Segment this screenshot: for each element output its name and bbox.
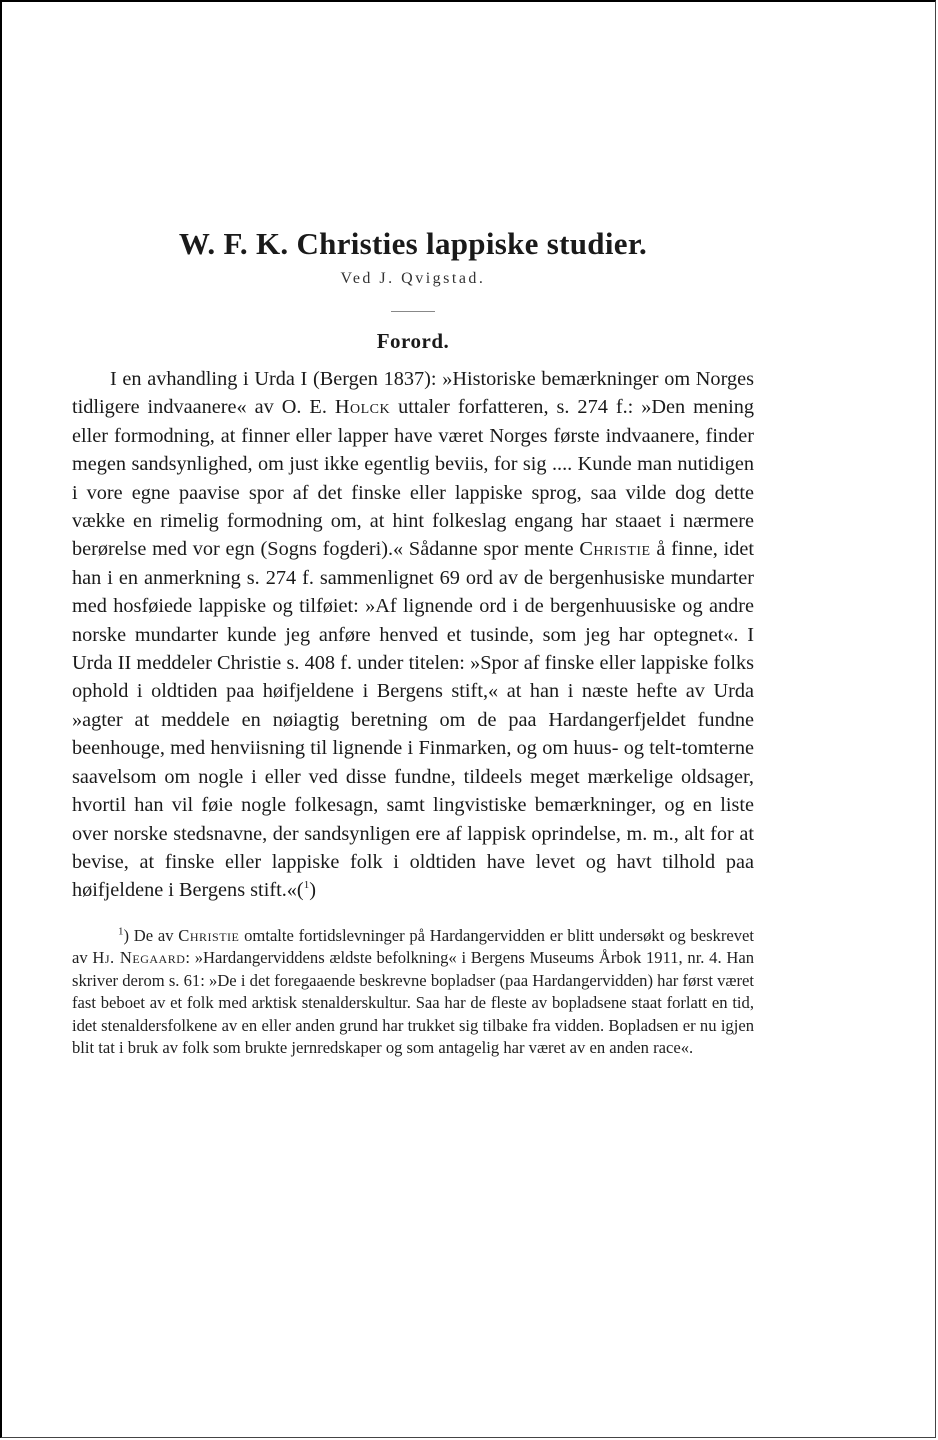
section-heading: Forord. (376, 329, 450, 353)
body-text-end: ) (309, 879, 316, 902)
footnote-marker: 1 (118, 925, 124, 938)
body-text-part-1: I en avhandling i Urda I (Bergen 1837): »Historiske bemærkninger om Norges tidligere indvaanere« av O. E. (72, 368, 754, 419)
footnote-text-part-2: omtalte fortidslevninger på Hardangervidden er blitt undersøkt og beskrevet av (72, 925, 754, 968)
footnote (72, 925, 754, 1060)
body-text-part-3: å finne, idet han i en anmerkning s. 274 f. sammenlignet 69 ord av de bergenhusiske mundarter med hosføiede lappiske og tilføiet: »Af lignende ord i de bergenhuusiske og andre norske mundarter kunde jeg anføre henved et tusinde, som jeg har optegnet«. I Urda II meddeler Christie s. 408 f. under titelen: »Spor af finske eller lappiske folks ophold i oldtiden paa høifjeldene i Bergens stift,« at han i næste hefte av Urda »agter at meddele en nøiagtig beretning om de paa Hardangerfjeldet fundne beenhouge, med henviisning til lignende i Finmarken, og om huus- og telt-tomterne saavelsom om nogle i eller ved disse fundne, tildeels meget mærkelige oldsager, hvortil han vil føie nogle folkesagn, samt lingvistiske bemærkninger, og en liste over norske stedsnavne, der sandsynligen ere af lappisk oprindelse, m. m., alt for at bevise, at finske eller lappiske folk i oldtiden have levet og havt tilhold paa høifjeldene i Bergens stift.«( (72, 538, 754, 902)
footnote-text-part-1: ) De av (123, 925, 179, 945)
title-divider (391, 311, 435, 312)
footnote-reference: 1 (303, 879, 310, 892)
author-name-christie: Christie (579, 538, 651, 561)
footnote-text-part-3: : »Hardangerviddens ældste befolkning« i Bergens Museums Årbok 1911, nr. 4. Han skriver derom s. 61: »De i det foregaaende beskrevne bopladser (paa Hardangervidden) har først været fast beboet av et folk med arktisk stenalderskultur. Saa har de fleste av bopladsene staat forlatt en tid, idet stenaldersfolkene av en eller anden grund har trukket sig tilbake fra vidden. Bopladsen er nu igjen blit tat i bruk av folk som brukte jernredskaper og som antagelig har været av en anden race«. (72, 948, 754, 1058)
body-paragraph (72, 365, 754, 905)
page-content (72, 224, 754, 1060)
body-text-part-2: uttaler forfatteren, s. 274 f.: »Den mening eller formodning, at finner eller lapper have været Norges første indvaanere, finder megen sandsynlighed, om just ikke egentlig beviis, for sig .... Kunde man nutidigen i vore egne paavise spor af det finske eller lappiske sprog, saa vilde dog dette vække en rimelig formodning om, at hint folkeslag engang har staaet i nærmere berørelse med vor egn (Sogns fogderi).« Sådanne spor mente (72, 396, 754, 561)
article-title: W. F. K. Christies lappiske studier. (178, 226, 648, 261)
article-author: Ved J. Qvigstad. (340, 270, 486, 287)
footnote-name-negaard: Hj. Negaard (92, 948, 186, 968)
footnote-name-christie: Christie (178, 925, 240, 945)
author-name-holck: Holck (334, 396, 391, 419)
